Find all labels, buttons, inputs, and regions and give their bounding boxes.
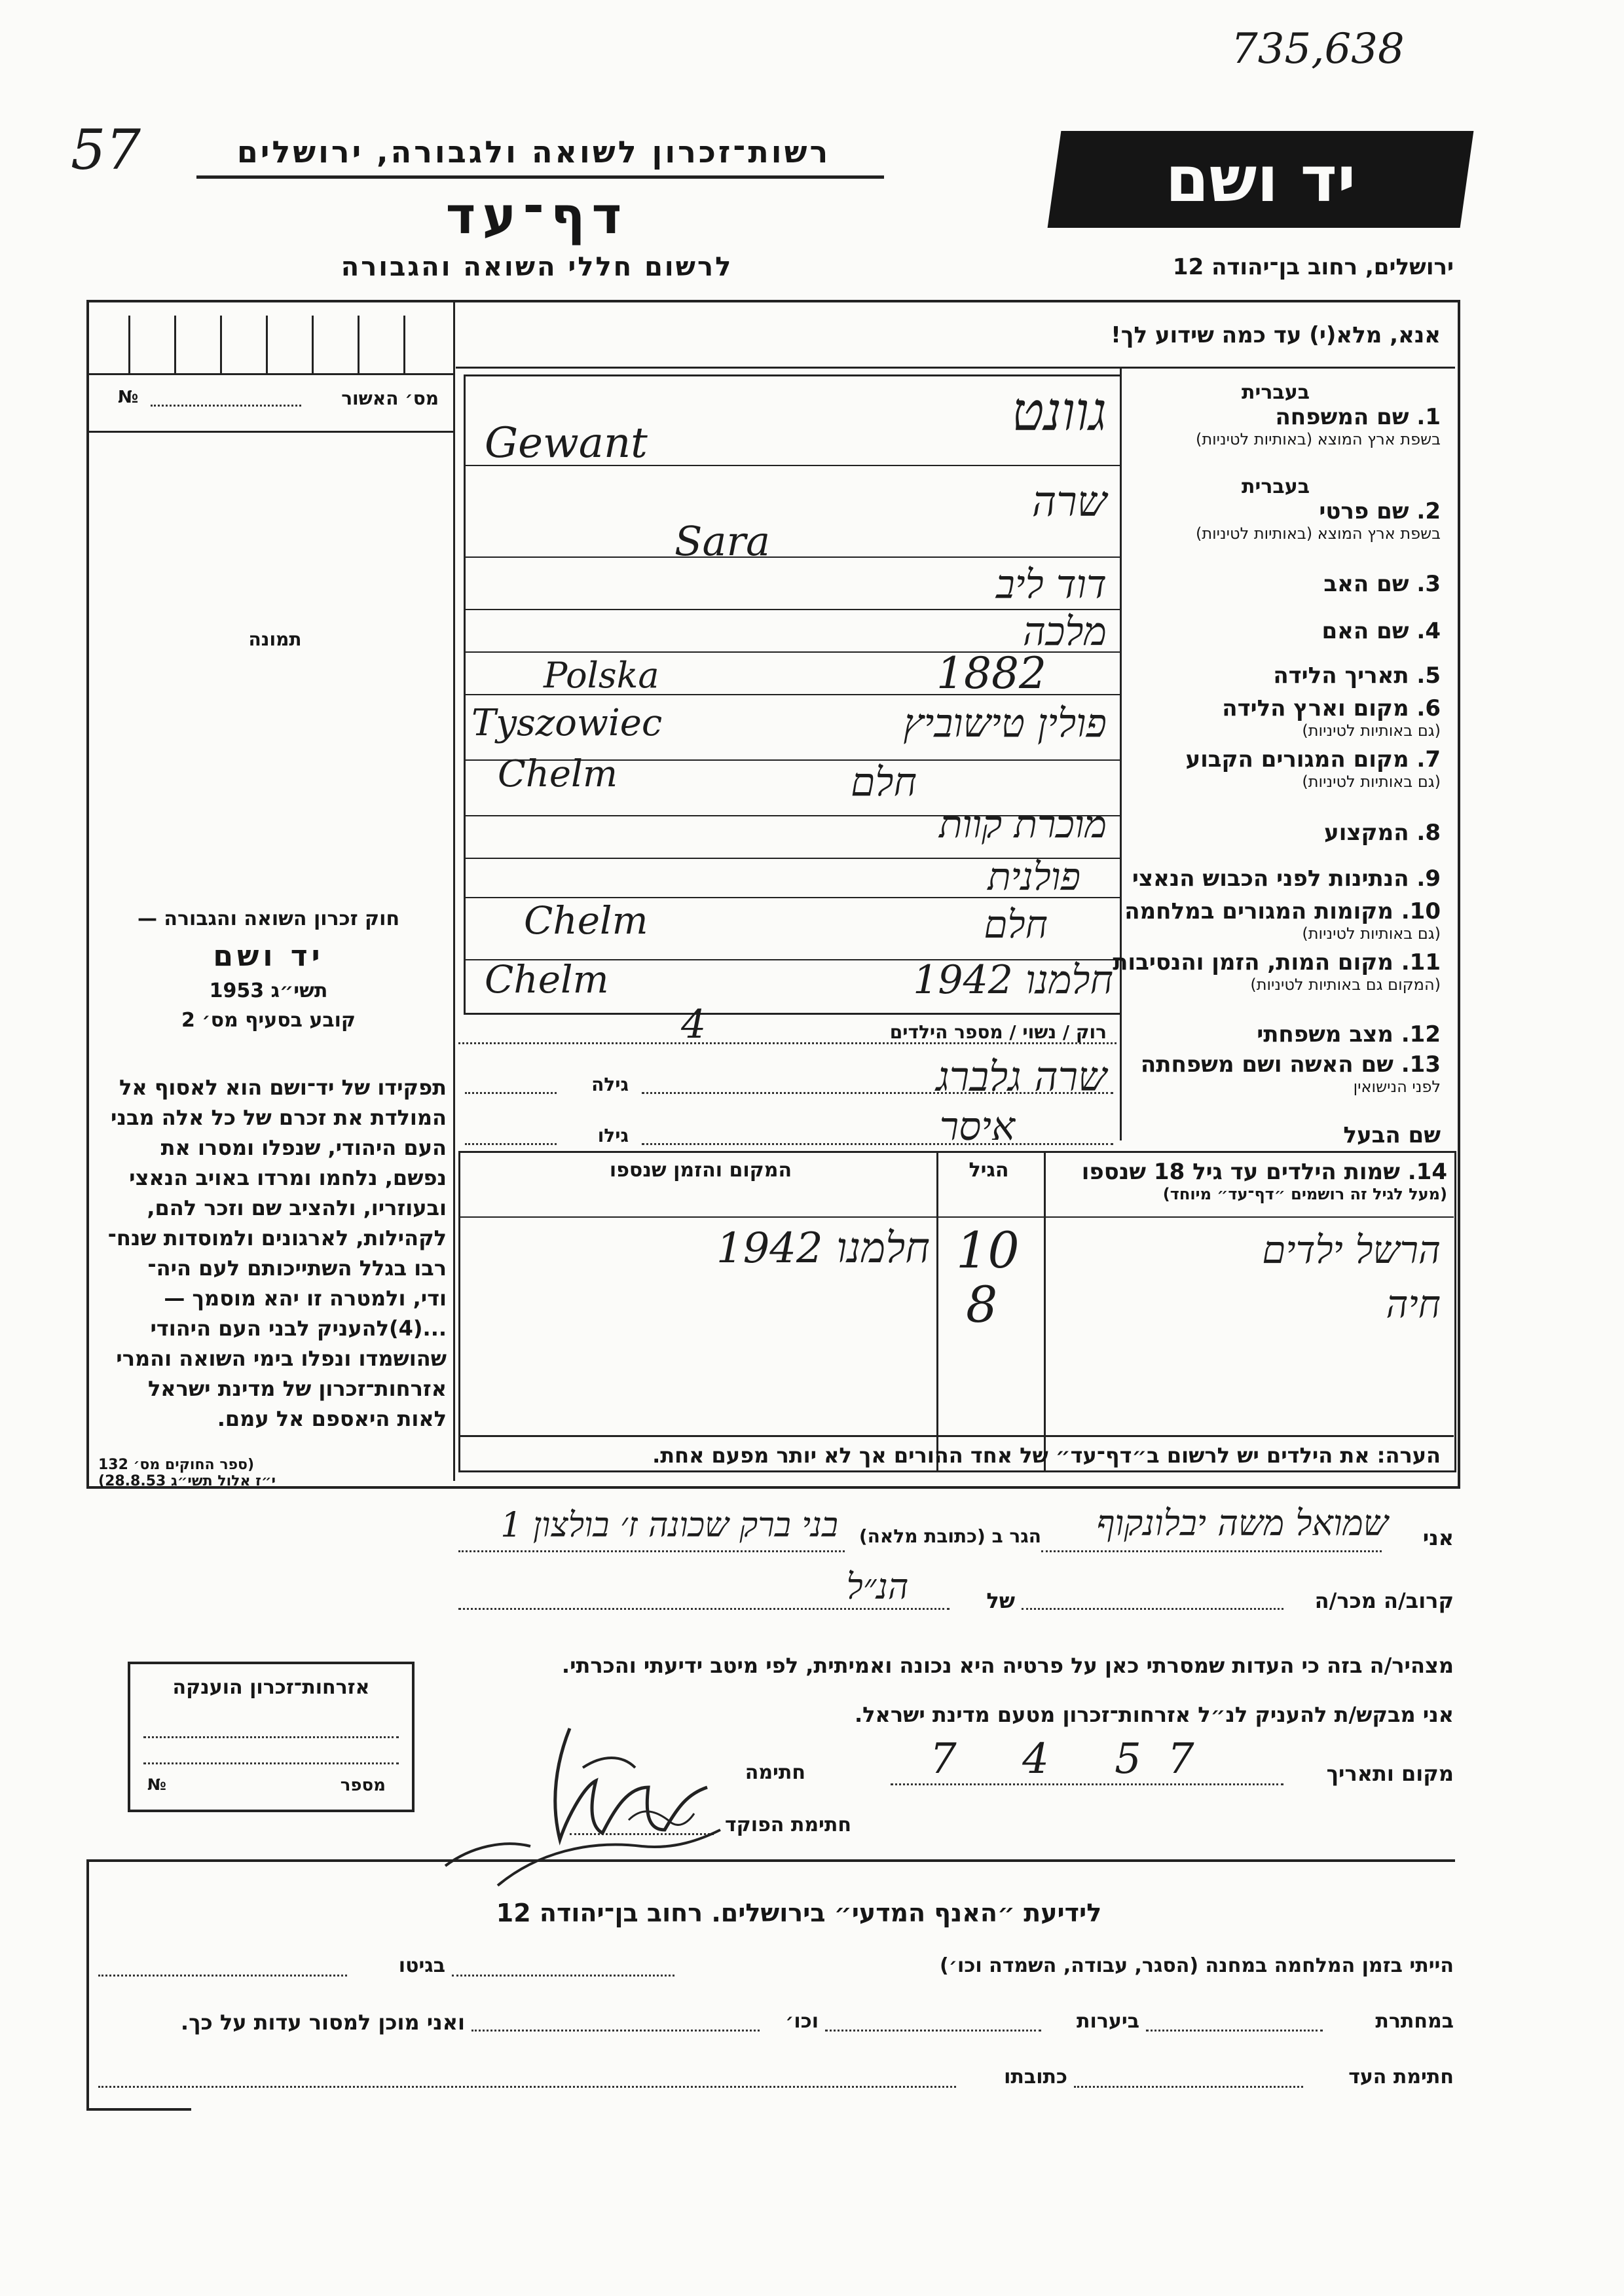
children-num: 14. bbox=[1407, 1159, 1447, 1185]
witness-address-label: כתובתו bbox=[1004, 2066, 1067, 2088]
footer-frame-top bbox=[86, 1859, 1455, 2111]
child-1-age: 10 bbox=[956, 1221, 1020, 1279]
value-box-top bbox=[464, 374, 1120, 376]
declarant-name-dots bbox=[1041, 1550, 1382, 1552]
value-box-bottom bbox=[464, 1013, 1120, 1015]
citizenship-title: אזרחות־זכרון הוענקה bbox=[172, 1676, 370, 1699]
ghetto-dots bbox=[98, 1975, 347, 1977]
law-clause: קובע בסעיף מס׳ 2 bbox=[181, 1009, 356, 1032]
field-12-title: מצב משפחתי bbox=[1257, 1021, 1393, 1048]
field-6-label bbox=[1126, 695, 1441, 740]
ready-statement: ואני מוכן למסור עדות על כך. bbox=[180, 2010, 465, 2035]
note-rule bbox=[458, 1435, 1454, 1437]
death-place-latin-value: Chelm bbox=[485, 957, 609, 1002]
law-line: רבו בגלל השתייכותם לעם היה־ bbox=[147, 1256, 447, 1281]
children-place-header: המקום והזמן שנספו bbox=[609, 1159, 792, 1182]
note-text: הערה: את הילדים יש לרשום ב״דף־עד״ של אחד ההורים אך לא יותר מפעם אחת. bbox=[652, 1443, 1441, 1468]
residence-hebrew-value: חלם bbox=[850, 759, 917, 805]
field-4-title: שם האם bbox=[1321, 618, 1409, 644]
field-7-label bbox=[1126, 746, 1441, 791]
camp-dots bbox=[452, 1975, 674, 1977]
field-12-dots bbox=[458, 1042, 1116, 1044]
citizenship-number-label: מספר bbox=[340, 1776, 386, 1795]
field-7-title: מקום המגורים הקבוע bbox=[1185, 746, 1409, 773]
law-line: תפקידו של יד־ושם הוא לאסוף אל bbox=[119, 1075, 447, 1100]
occupation-value: מוכרת קוות bbox=[939, 802, 1107, 847]
footer-corner bbox=[86, 2108, 191, 2111]
law-line: נפשם, נלחמו ומרדו באויב הנאצי bbox=[129, 1165, 447, 1190]
husband-age-dots bbox=[465, 1143, 557, 1145]
citizenship-dots bbox=[143, 1762, 399, 1764]
law-block bbox=[92, 907, 445, 1032]
etc-label: וכו׳ bbox=[785, 2010, 819, 2033]
approval-rule bbox=[89, 431, 453, 433]
mother-name-value: מלכה bbox=[1022, 609, 1107, 655]
field-1-label bbox=[1126, 381, 1441, 448]
form-subtitle: לרשום חללי השואה והגבורה bbox=[341, 252, 733, 282]
declarant-address: בני ברק שכונה ז׳ בולצון 1 bbox=[500, 1506, 838, 1545]
law-line: ...(4)להעניק לבני העם היהודי bbox=[150, 1316, 447, 1341]
birthplace-hebrew-value: פולין טישוביץ bbox=[903, 701, 1107, 746]
of-label: של bbox=[986, 1588, 1015, 1613]
field-5-title: תאריך הלידה bbox=[1273, 663, 1409, 689]
approval-dotted-line bbox=[151, 405, 301, 407]
declaration-request: אני מבקש/ת להעניק לנ״ל אזרחות־זכרון מטעם מדינת ישראל. bbox=[855, 1702, 1454, 1727]
field-7-num: 7. bbox=[1416, 746, 1441, 773]
field-11-sub: (המקום גם באותיות לטיניות) bbox=[1250, 975, 1441, 994]
field-9-label bbox=[1126, 866, 1441, 892]
footer-left-edge bbox=[86, 1859, 89, 2108]
field-1-title: שם המשפחה bbox=[1275, 404, 1409, 430]
forests-label: ביערות bbox=[1077, 2010, 1139, 2033]
law-line: אזרחות־זכרון של מדינת ישראל bbox=[147, 1376, 447, 1401]
wartime-residence-latin-value: Chelm bbox=[524, 898, 648, 943]
witness-sig-dots bbox=[1074, 2086, 1303, 2088]
wife-name-dots bbox=[642, 1092, 1113, 1094]
underground-label: במחתרת bbox=[1375, 2010, 1454, 2033]
official-signature-label: חתימת הפוקד bbox=[725, 1813, 851, 1836]
field-13-title: שם האשה ושם משפחתה bbox=[1140, 1051, 1393, 1078]
death-place-hebrew-value: חלמנו 1942 bbox=[913, 957, 1113, 1003]
field-5-num: 5. bbox=[1416, 663, 1441, 689]
birth-date-value: 1882 bbox=[936, 648, 1046, 699]
relation-label: קרוב/ה מכר/ה bbox=[1314, 1588, 1454, 1613]
witness-signature-label: חתימת העד bbox=[1348, 2066, 1454, 2088]
firstname-hebrew-value: שרה bbox=[1031, 478, 1107, 526]
field-7-sub: (גם באותיות לטיניות) bbox=[1302, 773, 1441, 791]
field-2-title: שם פרטי bbox=[1319, 498, 1409, 524]
field-11-title: מקום המות, הזמן והנסיבות bbox=[1113, 949, 1393, 975]
child-1-name: הרשל ילדים bbox=[1262, 1228, 1441, 1272]
approval-boxes bbox=[89, 302, 453, 374]
field-2-hebrew-tag: בעברית bbox=[1242, 475, 1310, 498]
footer-camp-line: הייתי בזמן המלחמה במחנה (הסגר, עבודה, השמדה וכו׳) bbox=[940, 1954, 1454, 1977]
row-sep bbox=[464, 556, 1120, 558]
law-ref-2: י״ז אלול תשי״ג 28.8.53) bbox=[98, 1473, 276, 1489]
law-line: שהושמדו ונפלו בימי השואה והמרי bbox=[116, 1346, 447, 1371]
children-header-rule bbox=[458, 1216, 1454, 1218]
relation-dots bbox=[1022, 1608, 1283, 1610]
nationality-value: פולנית bbox=[987, 854, 1080, 899]
date-dots bbox=[891, 1783, 1283, 1785]
field-10-label bbox=[1126, 898, 1441, 943]
field-6-sub: (גם באותיות לטיניות) bbox=[1302, 721, 1441, 740]
child-2-name: חיה bbox=[1386, 1282, 1441, 1326]
wife-age-label: גילה bbox=[591, 1074, 629, 1095]
witness-address-dots bbox=[98, 2086, 956, 2088]
children-header bbox=[1048, 1159, 1447, 1203]
child-2-age: 8 bbox=[966, 1275, 998, 1334]
photo-label: תמונה bbox=[248, 629, 302, 650]
field-6-title: מקום וארץ הלידה bbox=[1222, 695, 1409, 721]
field-1-hebrew-tag: בעברית bbox=[1242, 381, 1310, 404]
law-line: העם היהודי, שנפלו ומסרו את bbox=[160, 1135, 447, 1160]
law-body bbox=[93, 1072, 447, 1434]
field-3-num: 3. bbox=[1416, 571, 1441, 597]
field-2-sub: בשפת ארץ המוצא (באותיות לטיניות) bbox=[1196, 524, 1441, 543]
children-sub: (מעל לגיל זה רושמים ״דף־עד״ מיוחד) bbox=[1162, 1185, 1447, 1203]
field-8-title: המקצוע bbox=[1324, 820, 1409, 846]
field-11-label bbox=[1113, 949, 1441, 994]
archive-number: 735,638 bbox=[1231, 25, 1405, 73]
law-title: יד ושם bbox=[213, 939, 324, 973]
of-dots bbox=[458, 1608, 950, 1610]
residence-latin-value: Chelm bbox=[498, 753, 618, 795]
birthplace-latin-value: Tyszowiec bbox=[471, 702, 663, 744]
residing-label: הגר ב (כתובת מלאה) bbox=[858, 1525, 1041, 1547]
instruction-rule bbox=[456, 367, 1455, 369]
form-title: דף־עד bbox=[445, 187, 629, 246]
relation-value: הנ״ל bbox=[846, 1566, 909, 1607]
footer-title: לידיעת ״האנף המדעי״ בירושלים. רחוב בן־יהודה 12 bbox=[496, 1899, 1102, 1927]
place-date-label: מקום ותאריך bbox=[1326, 1761, 1454, 1786]
surname-hebrew-value: גוונט bbox=[1011, 381, 1107, 443]
child-1-place: חלמנו 1942 bbox=[716, 1224, 930, 1273]
father-name-value: דוד ליב bbox=[995, 562, 1107, 608]
left-column-divider bbox=[453, 302, 455, 1481]
wife-name-value: שרה גלברג bbox=[936, 1053, 1107, 1101]
law-line: ובעוזריו, ולהציב שם וזכר להם, bbox=[147, 1195, 447, 1220]
surname-latin-value: Gewant bbox=[485, 419, 648, 467]
children-count-value: 4 bbox=[681, 1002, 707, 1048]
husband-label: שם הבעל bbox=[1343, 1122, 1441, 1148]
field-3-title: שם האב bbox=[1323, 571, 1409, 597]
husband-age-label: גילו bbox=[597, 1125, 629, 1146]
field-4-label bbox=[1126, 618, 1441, 644]
law-line: לאות היאספם אל עמם. bbox=[217, 1406, 447, 1431]
ghetto-label: בגיטו bbox=[398, 1954, 445, 1977]
law-heading: חוק זכרון השואה והגבורה — bbox=[137, 907, 400, 930]
yad-vashem-logo bbox=[1048, 131, 1474, 228]
field-13-label bbox=[1126, 1051, 1441, 1096]
field-3-label bbox=[1126, 571, 1441, 597]
citizenship-dots bbox=[143, 1736, 399, 1738]
field-1-sub: בשפת ארץ המוצא (באותיות לטיניות) bbox=[1196, 430, 1441, 448]
law-line: ודי, ולמטרה זו יהא מוסמך — bbox=[164, 1286, 447, 1311]
law-year: תשי״ג 1953 bbox=[209, 979, 328, 1002]
instruction: אנא, מלא(י) עד כמה שידוע לך! bbox=[1111, 322, 1441, 348]
field-8-label bbox=[1126, 820, 1441, 846]
citizenship-box bbox=[128, 1662, 415, 1812]
citizenship-no: № bbox=[147, 1776, 166, 1794]
forests-dots bbox=[825, 2030, 1041, 2032]
page-number: 57 bbox=[71, 118, 141, 182]
law-line: לקהילות, לארגונים ולמוסדות שנח־ bbox=[107, 1226, 447, 1250]
wife-age-dots bbox=[465, 1092, 557, 1094]
etc-dots bbox=[471, 2030, 760, 2032]
declaration-i: אני bbox=[1422, 1525, 1454, 1550]
address-dots bbox=[458, 1550, 845, 1552]
field-2-label bbox=[1126, 475, 1441, 543]
underground-dots bbox=[1146, 2030, 1323, 2032]
institution-name: רשות־זכרון לשואה ולגבורה, ירושלים bbox=[236, 134, 831, 170]
field-9-num: 9. bbox=[1416, 866, 1441, 892]
signature-label: חתימה bbox=[745, 1761, 805, 1784]
field-10-sub: (גם באותיות לטיניות) bbox=[1302, 924, 1441, 943]
label-column-divider bbox=[1120, 368, 1122, 1140]
field-9-title: הנתינות לפני הכבוש הנאצי bbox=[1132, 866, 1409, 892]
children-title: שמות הילדים עד גיל 18 שנספו bbox=[1081, 1159, 1400, 1185]
declaration-statement: מצהיר/ה בזה כי העדות שמסרתי כאן על פרטיה היא נכונה ואמיתית, לפי מיטב ידיעתי והכרתי. bbox=[561, 1653, 1454, 1678]
field-2-num: 2. bbox=[1416, 498, 1441, 524]
field-10-title: מקומות המגורים במלחמה bbox=[1124, 898, 1393, 924]
approval-label: מס׳ האשור bbox=[341, 388, 439, 409]
logo-text: יד ושם bbox=[1165, 143, 1356, 216]
children-age-header: הגיל bbox=[969, 1159, 1009, 1182]
header-rule bbox=[196, 175, 884, 179]
field-1-num: 1. bbox=[1416, 404, 1441, 430]
field-6-num: 6. bbox=[1416, 695, 1441, 721]
wartime-residence-hebrew-value: חלם bbox=[984, 902, 1048, 947]
approval-no: № bbox=[118, 388, 139, 407]
law-ref bbox=[98, 1457, 439, 1489]
field-13-sub: לפני הנישואין bbox=[1353, 1078, 1441, 1096]
law-ref-1: (ספר החוקים מס׳ 132 bbox=[98, 1457, 255, 1473]
field-5-label bbox=[1126, 663, 1441, 689]
field-10-num: 10. bbox=[1401, 898, 1441, 924]
husband-name-value: איסר bbox=[939, 1104, 1015, 1150]
field-4-num: 4. bbox=[1416, 618, 1441, 644]
husband-name-dots bbox=[642, 1143, 1113, 1145]
field-12-label bbox=[1126, 1021, 1441, 1048]
law-line: המולדת את זכרם של כל אלה מבני bbox=[111, 1105, 447, 1130]
field-13-num: 13. bbox=[1401, 1051, 1441, 1078]
field-11-num: 11. bbox=[1401, 949, 1441, 975]
header-address: ירושלים, רחוב בן־יהודה 12 bbox=[1172, 254, 1454, 280]
field-8-num: 8. bbox=[1416, 820, 1441, 846]
firstname-latin-value: Sara bbox=[674, 517, 771, 565]
birth-country-latin-value: Polska bbox=[544, 655, 659, 696]
declaration-date: 7 4 57 bbox=[930, 1735, 1221, 1783]
field-12-num: 12. bbox=[1401, 1021, 1441, 1048]
family-status-options: רוק / נשוי / מספר הילדים bbox=[889, 1021, 1107, 1043]
children-col-sep-2 bbox=[1044, 1151, 1046, 1470]
children-col-sep-1 bbox=[936, 1151, 938, 1470]
declarant-name: שמואל משה יבלונקוף bbox=[1096, 1503, 1388, 1544]
